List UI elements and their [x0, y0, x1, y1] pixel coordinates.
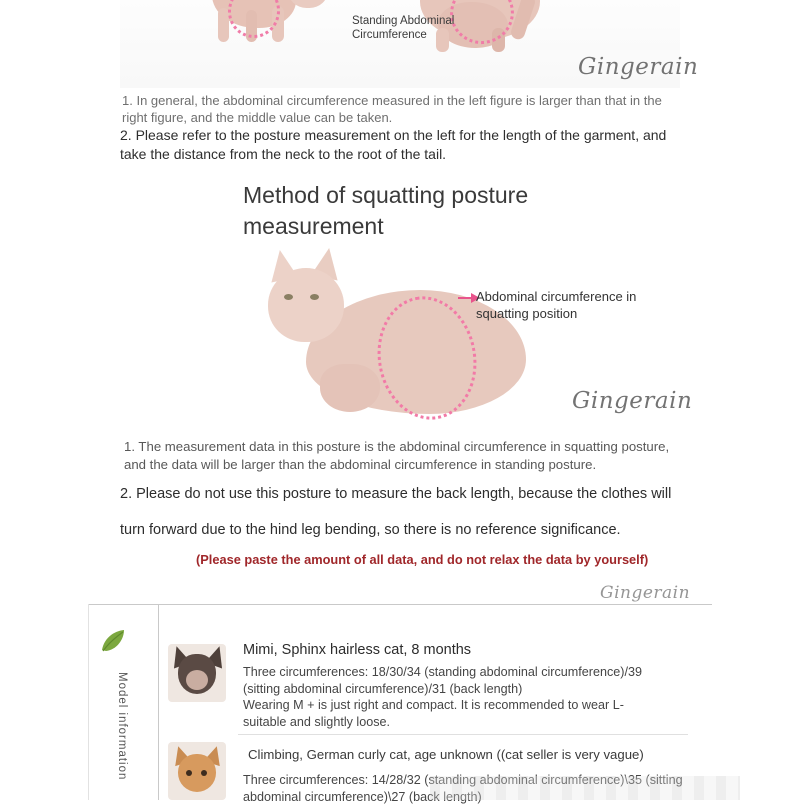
leaf-icon: [98, 628, 126, 654]
squat-cat-head: [268, 268, 344, 342]
table-column-divider: [158, 604, 159, 800]
model-entry-2-measurements: Three circumferences: 14/28/32 (standing abdominal circumference)\35 (sitting abdominal circumference)\27 (back length): [243, 773, 683, 804]
watermark-middle: Gingerain: [572, 388, 693, 414]
avatar-1-face: [186, 670, 208, 690]
top-note-2: 2. Please refer to the posture measurement on the left for the length of the garment, and take the distance from the neck to the root of the tail.: [120, 127, 667, 162]
squat-note-1: 1. The measurement data in this posture is the abdominal circumference in squatting posture, and the data will be larger than the abdominal circumference in standing posture.: [124, 439, 670, 472]
model-entry-2-title: Climbing, German curly cat, age unknown ((cat seller is very vague): [248, 747, 644, 762]
model-entry-1-fit-note: Wearing M + is just right and compact. It is recommended to wear L-suitable and slightly loose.: [243, 698, 624, 729]
top-note-1: 1. In general, the abdominal circumference measured in the left figure is larger than that in the right figure, and the middle value can be taken.: [122, 93, 662, 125]
squat-cat-eye-right: [310, 294, 319, 300]
model-avatar-1: [168, 644, 226, 702]
watermark-bottom: Gingerain: [600, 583, 691, 603]
squat-circumference-label: Abdominal circumference in squatting position: [476, 289, 637, 321]
section-heading: Method of squatting posture measurement: [243, 182, 529, 239]
standing-circumference-label: Standing Abdominal Circumference: [352, 15, 455, 41]
table-top-divider: [88, 604, 712, 605]
model-entry-1-title: Mimi, Sphinx hairless cat, 8 months: [243, 642, 472, 658]
model-avatar-2: [168, 742, 226, 800]
bottom-cropped-content: [430, 776, 740, 800]
model-information-label: Model information: [116, 672, 128, 781]
red-warning-note: (Please paste the amount of all data, and do not relax the data by yourself): [196, 552, 649, 567]
avatar-2-eye-right: [201, 770, 207, 776]
avatar-2-eye-left: [186, 770, 192, 776]
squat-cat-front-leg: [320, 364, 380, 412]
squat-note-2: 2. Please do not use this posture to measure the back length, because the clothes will turn forward due to the hind leg bending, so there is no reference significance.: [120, 486, 672, 538]
squat-cat-eye-left: [284, 294, 293, 300]
model-entry-1-measurements: Three circumferences: 18/30/34 (standing abdominal circumference)/39 (sitting abdominal circumference)/31 (back length): [243, 665, 643, 696]
table-row-divider: [238, 734, 688, 735]
avatar-2-head: [178, 754, 216, 792]
watermark-top: Gingerain: [578, 54, 699, 80]
table-left-divider: [88, 604, 89, 800]
